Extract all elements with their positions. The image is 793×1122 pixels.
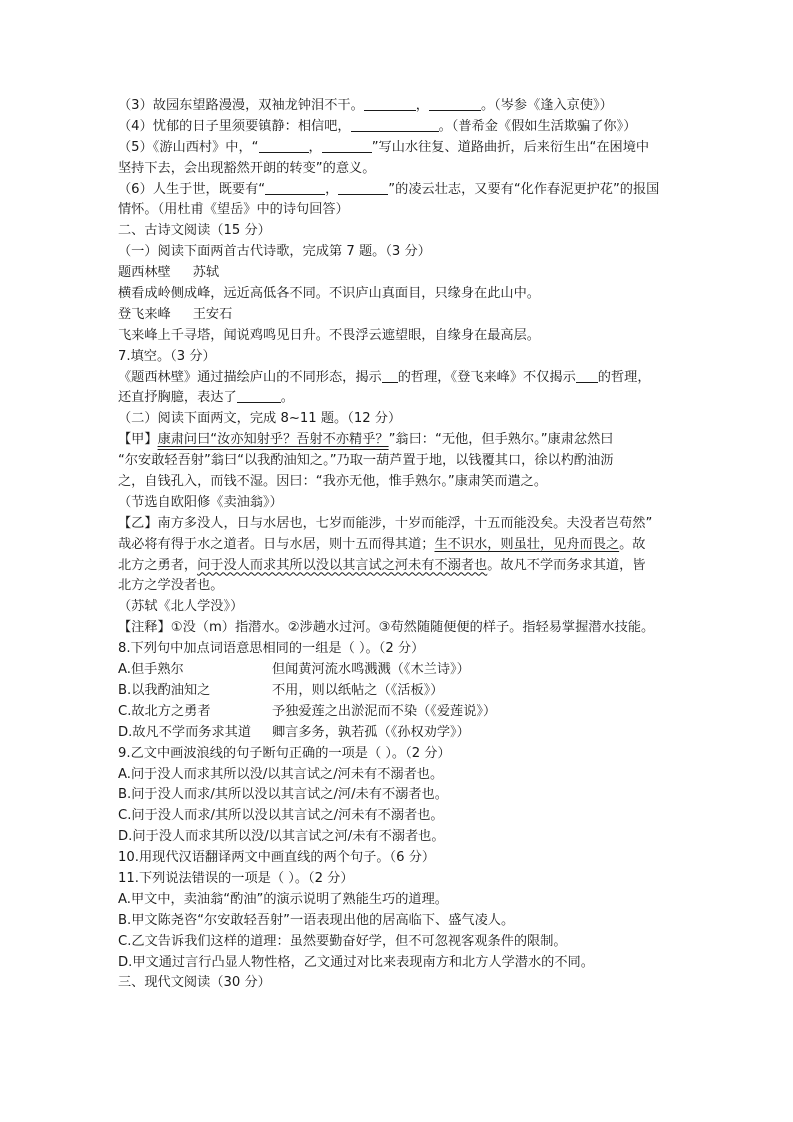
part-2-heading: （二）阅读下面两文，完成 8~11 题。（12 分） — [118, 411, 402, 427]
q7-text-d: 还直抒胸臆，表达了 — [118, 390, 237, 406]
q8-option-c-right: 予独爱莲之出淤泥而不染（《爱莲说》） — [272, 703, 497, 719]
poem-1-author: 苏轼 — [192, 265, 220, 281]
q8-option-a[interactable] — [118, 660, 678, 681]
q9-option-d[interactable]: D.问于没人而求其所以没/以其言试之河/未有不溺者也。 — [118, 829, 445, 845]
q11-option-a[interactable]: A.甲文中，卖油翁“酌油”的演示说明了熟能生巧的道理。 — [118, 891, 448, 907]
poem-1-text: 横看成岭侧成峰，远近高低各不同。不识庐山真面目，只缘身在此山中。 — [118, 286, 540, 302]
q3-line — [118, 96, 678, 117]
q3-source: 。（岑参《逢入京使》） — [480, 98, 613, 113]
q9-option-b[interactable]: B.问于没人而求/其所以没以其言试之/河/未有不溺者也。 — [118, 787, 448, 803]
yi-wavy-sentence: 问于没人而求其所以没以其言试之河未有不溺者也 — [197, 557, 488, 573]
q8-option-b-right: 不用，则以纸帖之（《活板》） — [272, 682, 444, 698]
yi-underlined-sentence: 生不识水，则虽壮，见舟而畏之 — [434, 536, 620, 552]
exam-page — [118, 96, 678, 994]
q4-blank[interactable] — [351, 118, 439, 132]
q6-line-2: 情怀。（用杜甫《望岳》中的诗句回答） — [118, 202, 349, 218]
poem-2-author: 王安石 — [192, 306, 233, 322]
yi-line-1: 【乙】南方多没人，日与水居也，七岁而能涉，十岁而能浮，十五而能没矣。夫没者岂苟然” — [118, 515, 653, 531]
q8-option-b-left: B.以我酌油知之 — [118, 682, 211, 698]
q5-text-2: ”写山水往复、道路曲折，后来衍生出“在困境中 — [371, 139, 650, 155]
q7-text-b: 的哲理，《登飞来峰》不仅揭示 — [397, 369, 576, 385]
q5-line-2: 坚持下去，会出现豁然开朗的转变”的意义。 — [118, 160, 376, 176]
jia-text-1b: ”翁曰：“无他，但手熟尔。”康肃忿然曰 — [388, 432, 614, 448]
q6-text-2: ”的凌云壮志，又要有“化作春泥更护花”的报国 — [388, 181, 660, 197]
q7-blank-1[interactable] — [382, 369, 398, 383]
q8-option-b[interactable] — [118, 681, 678, 702]
q6-comma: ， — [325, 181, 339, 197]
q11-option-b[interactable]: B.甲文陈尧咨“尔安敢轻吾射”一语表现出他的居高临下、盛气凌人。 — [118, 912, 515, 928]
yi-text-3c: 。故凡不学而务求其道，皆 — [487, 557, 646, 573]
poem-2-heading — [118, 305, 678, 326]
q6-blank-1[interactable] — [265, 181, 325, 195]
q6-line-1 — [118, 180, 678, 201]
yi-line-2 — [118, 535, 678, 556]
q11-title: 11.下列说法错误的一项是（ ）。（2 分） — [118, 870, 354, 886]
q7-line-1 — [118, 368, 678, 389]
q7-blank-3[interactable] — [237, 389, 281, 403]
q7-title: 7.填空。（3 分） — [118, 348, 216, 364]
yi-text-2c: 。故 — [619, 536, 646, 552]
poem-2-title: 登飞来峰 — [118, 306, 171, 322]
q9-option-a[interactable]: A.问于没人而求其所以没/以其言试之/河未有不溺者也。 — [118, 766, 444, 782]
q5-line-1 — [118, 138, 678, 159]
q8-option-c-left: C.故北方之勇者 — [118, 703, 211, 719]
q11-option-d[interactable]: D.甲文通过言行凸显人物性格，乙文通过对比来表现南方和北方人学潜水的不同。 — [118, 954, 594, 970]
poem-2-text: 飞来峰上千寻塔，闻说鸡鸣见日升。不畏浮云遮望眼，自缘身在最高层。 — [118, 327, 540, 343]
q7-text-a: 《题西林壁》通过描绘庐山的不同形态，揭示 — [118, 369, 382, 385]
yi-text-2a: 哉必将有得于水之道者。日与水居，则十五而得其道； — [118, 536, 435, 552]
part-1-heading: （一）阅读下面两首古代诗歌，完成第 7 题。（3 分） — [118, 244, 431, 260]
q7-text-c: 的哲理， — [597, 369, 651, 385]
q8-option-a-left: A.但手熟尔 — [118, 662, 184, 678]
q4-line — [118, 117, 678, 138]
yi-line-3 — [118, 556, 678, 577]
q6-text: （6）人生于世，既要有“ — [118, 181, 266, 197]
q5-blank-1[interactable] — [259, 139, 309, 153]
yi-source: （苏轼《北人学没》） — [118, 599, 244, 615]
q6-blank-2[interactable] — [338, 181, 388, 195]
annotation: 【注释】①没（m）指潜水。②涉趟水过河。③苟然随随便便的样子。指轻易掌握潜水技能。 — [118, 620, 655, 636]
q4-text: （4）忧郁的日子里须要镇静：相信吧， — [118, 118, 351, 134]
q8-option-d-left: D.故凡不学而务求其道 — [118, 724, 252, 740]
poem-1-heading — [118, 263, 678, 284]
q7-line-2 — [118, 388, 678, 409]
q7-text-e: 。 — [280, 390, 294, 406]
q5-text: （5）《游山西村》中，“ — [118, 139, 259, 155]
q10-title: 10.用现代汉语翻译两文中画直线的两个句子。（6 分） — [118, 850, 436, 866]
jia-line-2: “尔安敢轻吾射”翁曰“以我酌油知之。”乃取一葫芦置于地，以钱覆其口，徐以杓酌油沥 — [118, 453, 614, 469]
q3-comma: ， — [415, 98, 429, 113]
q7-blank-2[interactable] — [576, 369, 598, 383]
jia-source: （节选自欧阳修《卖油翁》） — [118, 494, 283, 510]
q3-blank-1[interactable] — [364, 97, 416, 111]
q9-title: 9.乙文中画波浪线的句子断句正确的一项是（ ）。（2 分） — [118, 745, 451, 761]
q5-blank-2[interactable] — [322, 139, 372, 153]
yi-text-3a: 北方之勇者， — [118, 557, 198, 573]
q4-source: 。（普希金《假如生活欺骗了你》） — [438, 118, 637, 134]
q8-option-c[interactable] — [118, 702, 678, 723]
section-2-heading: 二、古诗文阅读（15 分） — [118, 223, 271, 239]
jia-line-1 — [118, 430, 678, 451]
q8-option-d[interactable] — [118, 723, 678, 744]
q9-option-c[interactable]: C.问于没人而求/其所以没以其言试之/河未有不溺者也。 — [118, 808, 444, 824]
q5-comma: ， — [308, 139, 322, 155]
q3-text: （3）故园东望路漫漫，双袖龙钟泪不干。 — [118, 98, 364, 113]
q8-option-a-right: 但闻黄河流水鸣溅溅（《木兰诗》） — [272, 662, 470, 678]
jia-tag: 【甲】 — [118, 432, 158, 448]
jia-line-3: 之，自钱孔入，而钱不湿。因曰：“我亦无他，惟手熟尔。”康肃笑而遣之。 — [118, 474, 548, 490]
yi-line-4: 北方之学没者也。 — [118, 578, 224, 594]
q3-blank-2[interactable] — [429, 97, 481, 111]
q11-option-c[interactable]: C.乙文告诉我们这样的道理：虽然要勤奋好学，但不可忽视客观条件的限制。 — [118, 933, 567, 949]
section-3-heading: 三、现代文阅读（30 分） — [118, 975, 271, 991]
poem-1-title: 题西林壁 — [118, 265, 171, 281]
q8-title: 8.下列句中加点词语意思相同的一组是（ ）。（2 分） — [118, 641, 425, 657]
jia-underlined-sentence: 康肃问曰“汝亦知射乎？吾射不亦精乎？ — [157, 432, 389, 448]
q8-option-d-right: 卿言多务，孰若孤（《孙权劝学》） — [272, 724, 470, 740]
